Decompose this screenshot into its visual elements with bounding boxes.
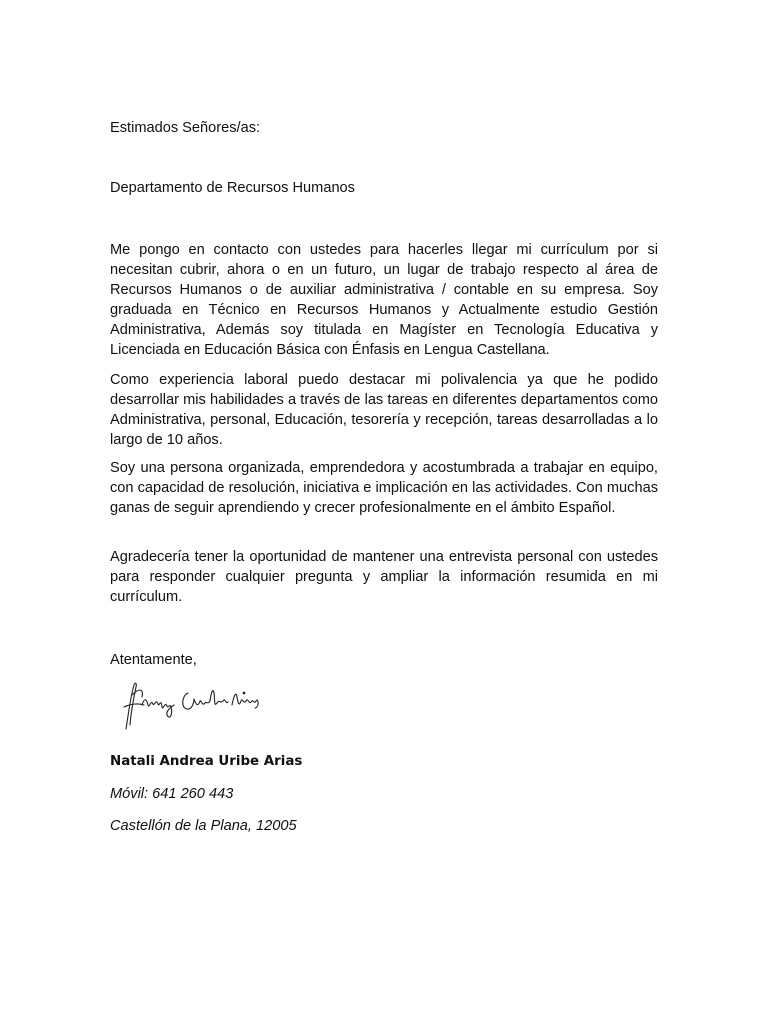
body-paragraph: Como experiencia laboral puedo destacar mi polivalencia ya que he podido desarrollar mis habilidades a través de las tareas en diferentes departamentos como Administrativa, personal, Educación, tesorería y recepción, tareas desarrolladas a lo largo de 10 años. xyxy=(110,372,658,448)
greeting: Estimados Señores/as: xyxy=(110,120,261,136)
signature-icon xyxy=(118,677,268,735)
sender-name: Natali Andrea Uribe Arias xyxy=(110,754,303,769)
body-paragraph: Me pongo en contacto con ustedes para hacerles llegar mi currículum por si necesitan cubrir, ahora o en un futuro, un lugar de trabajo respecto al área de Recursos Humanos o de auxiliar administrativa / contable en su empresa. Soy graduada en Técnico en Recursos Humanos y Actualmente estudio Gestión Administrativa, Además soy titulada en Magíster en Tecnología Educativa y Licenciada en Educación Básica con Énfasis en Lengua Castellana. xyxy=(110,242,658,358)
handwritten-signature xyxy=(118,677,268,735)
sender-phone: Móvil: 641 260 443 xyxy=(110,786,234,802)
body-paragraph: Soy una persona organizada, emprendedora y acostumbrada a trabajar en equipo, con capacidad de resolución, iniciativa e implicación en las actividades. Con muchas ganas de seguir aprendiendo y crecer profesionalmente en el ámbito Español. xyxy=(110,460,658,516)
closing: Atentamente, xyxy=(110,652,197,668)
department-line: Departamento de Recursos Humanos xyxy=(110,180,355,196)
sender-city: Castellón de la Plana, 12005 xyxy=(110,818,297,834)
body-paragraph: Agradecería tener la oportunidad de mantener una entrevista personal con ustedes para responder cualquier pregunta y ampliar la información resumida en mi currículum. xyxy=(110,549,658,605)
